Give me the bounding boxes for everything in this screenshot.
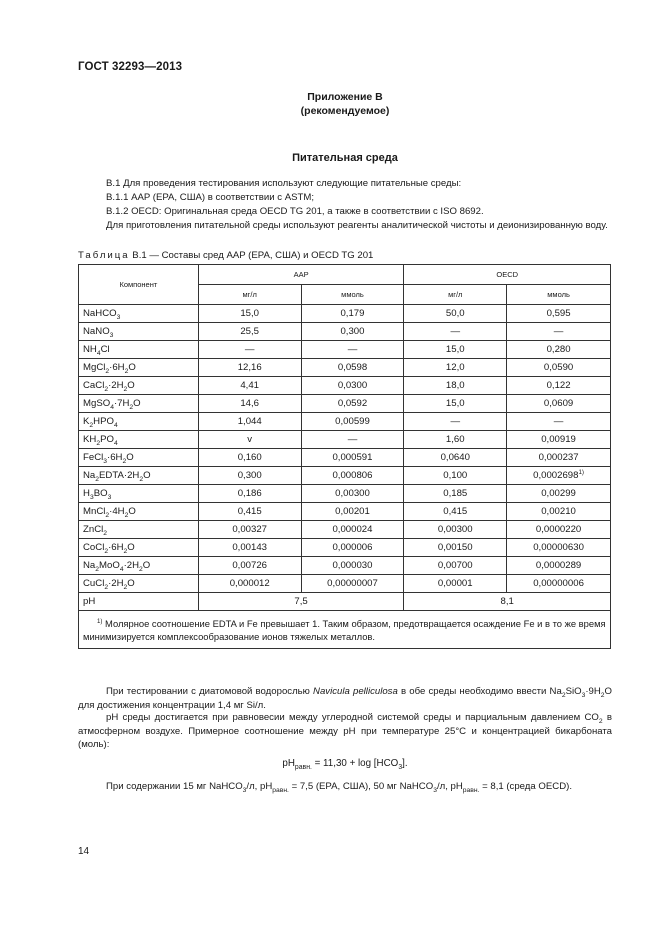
oecd-mmol-cell — [507, 395, 611, 413]
formula-part: O — [127, 542, 135, 553]
table-row — [79, 359, 611, 377]
formula-part: O — [143, 470, 151, 481]
aap-mmol-cell — [301, 467, 404, 485]
cell-value: 0,100 — [443, 470, 468, 481]
oecd-mg-cell — [404, 359, 507, 377]
component-cell — [79, 539, 199, 557]
formula-part: NH — [83, 344, 97, 355]
formula-part: PO — [100, 434, 114, 445]
oecd-mmol-cell — [507, 539, 611, 557]
formula-part: ·2H — [108, 578, 124, 589]
cell-value: 0,0640 — [440, 452, 470, 463]
cell-value: — — [450, 416, 461, 427]
aap-mg-cell — [198, 413, 301, 431]
cell-value: 14,6 — [240, 398, 260, 409]
formula-subscript: 2 — [139, 565, 143, 573]
cell-value: 0,00300 — [437, 524, 473, 535]
formula-subscript: 3 — [89, 493, 94, 501]
component-cell — [79, 521, 199, 539]
formula-part: O — [126, 452, 134, 463]
aap-mmol-cell — [301, 575, 404, 593]
formula-part: ·6H — [107, 452, 123, 463]
component-cell — [79, 503, 199, 521]
formula-part: MoO — [99, 560, 120, 571]
formula-sub-eq: равн. — [294, 763, 312, 771]
diatom-sub-3: 2 — [600, 691, 605, 699]
table-caption-prefix: Таблица — [78, 250, 130, 261]
component-cell — [79, 413, 199, 431]
oecd-mg-cell — [404, 377, 507, 395]
section-title: Питательная среда — [292, 152, 398, 164]
ph-label: pH — [79, 593, 199, 611]
oecd-mg-cell — [404, 305, 507, 323]
cell-value: 1,044 — [237, 416, 262, 427]
cell-value: 0,595 — [546, 308, 571, 319]
oecd-mg-cell — [404, 485, 507, 503]
formula-part: MgCl — [83, 362, 106, 373]
cell-value: — — [347, 434, 358, 445]
co2-sub: 2 — [598, 717, 603, 725]
formula-ph: pH — [282, 758, 295, 769]
component-cell — [79, 449, 199, 467]
component-cell — [79, 431, 199, 449]
aap-mmol-cell — [301, 305, 404, 323]
aap-mg-cell — [198, 449, 301, 467]
header-group-oecd: OECD — [404, 265, 611, 285]
cell-value: 25,5 — [240, 326, 260, 337]
formula-part: ·6H — [108, 542, 124, 553]
diatom-sub-1: 2 — [561, 691, 566, 699]
annex-subtitle: (рекомендуемое) — [300, 105, 390, 117]
cell-value: 0,00919 — [541, 434, 576, 445]
table-row — [79, 503, 611, 521]
aap-mg-cell — [198, 395, 301, 413]
aap-mmol-cell — [301, 521, 404, 539]
table-row — [79, 413, 611, 431]
formula-subscript: 3 — [109, 331, 114, 339]
header-aap-mg: мг/л — [198, 285, 301, 305]
aap-mg-cell — [198, 521, 301, 539]
cell-value: 0,179 — [340, 308, 365, 319]
aap-mg-cell — [198, 539, 301, 557]
oecd-mg-cell — [404, 467, 507, 485]
formula-part: MgSO — [83, 398, 111, 409]
content-text-a: При содержании 15 мг NaHCO — [106, 781, 243, 792]
cell-value: 0,300 — [237, 470, 262, 481]
cell-value: 0,185 — [443, 488, 468, 499]
oecd-mmol-cell — [507, 305, 611, 323]
cell-value: 0,122 — [546, 380, 571, 391]
aap-mmol-cell — [301, 323, 404, 341]
cell-value: 15,0 — [445, 398, 465, 409]
formula-subscript: 2 — [96, 439, 101, 447]
cell-value: 0,00150 — [437, 542, 473, 553]
cell-value: — — [244, 344, 255, 355]
oecd-mmol-cell — [507, 467, 611, 485]
aap-mmol-cell — [301, 449, 404, 467]
formula-subscript: 2 — [123, 385, 128, 393]
cell-value: 0,0002698 — [533, 470, 579, 481]
aap-mmol-cell — [301, 341, 404, 359]
formula-subscript: 2 — [89, 421, 94, 429]
aap-mmol-cell — [301, 377, 404, 395]
cell-value: 0,00726 — [232, 560, 268, 571]
formula-subscript: 2 — [122, 457, 127, 465]
table-row — [79, 575, 611, 593]
cell-value: 0,00000006 — [533, 578, 584, 589]
formula-subscript: 4 — [113, 439, 118, 447]
ph-oecd: 8,1 — [404, 593, 611, 611]
oecd-mg-cell — [404, 539, 507, 557]
content-text-e: = 8,1 (среда OECD). — [479, 781, 572, 792]
cell-value: 0,0598 — [337, 362, 368, 373]
formula-part: K — [83, 416, 90, 427]
cell-value: 0,186 — [237, 488, 262, 499]
aap-mg-cell — [198, 377, 301, 395]
formula-subscript: 2 — [95, 475, 100, 483]
aap-mg-cell — [198, 575, 301, 593]
formula-subscript: 2 — [105, 367, 110, 375]
formula-part: O — [133, 398, 141, 409]
oecd-mg-cell — [404, 323, 507, 341]
oecd-mmol-cell — [507, 557, 611, 575]
cell-value: 0,0000289 — [535, 560, 582, 571]
cell-value: 0,00001 — [437, 578, 473, 589]
table-row — [79, 449, 611, 467]
ph-aap: 7,5 — [198, 593, 404, 611]
formula-part: BO — [93, 488, 108, 499]
oecd-mmol-cell — [507, 431, 611, 449]
formula-part: O — [127, 578, 135, 589]
cell-value: 0,0000220 — [535, 524, 582, 535]
component-cell — [79, 359, 199, 377]
ph-text-b: в атмосферном воздухе. Примерное соотношение между pH при температуре 25°С и концентрацией бикарбоната (моль): — [78, 712, 612, 751]
oecd-mg-cell — [404, 395, 507, 413]
species-name: Navicula pelliculosa — [313, 686, 398, 697]
ph-text-a: pH среды достигается при равновесии между углеродной системой среды и парциальным давлением CO — [106, 712, 599, 723]
formula-part: H — [83, 488, 90, 499]
oecd-mg-cell — [404, 521, 507, 539]
cell-value: — — [553, 416, 564, 427]
formula-part: O — [128, 362, 136, 373]
formula-subscript: 2 — [124, 511, 129, 519]
cell-value: 15,0 — [240, 308, 260, 319]
header-oecd-mmol: ммоль — [507, 285, 611, 305]
cell-value: 0,00700 — [437, 560, 473, 571]
formula-subscript: 2 — [123, 547, 128, 555]
cell-value: 0,00327 — [232, 524, 268, 535]
cell-value: 0,280 — [546, 344, 571, 355]
annex-title: Приложение В — [307, 91, 383, 103]
cell-value: 0,000006 — [332, 542, 373, 553]
ph-row — [79, 593, 611, 611]
cell-value: v — [247, 434, 253, 445]
formula-part: ·4H — [109, 506, 125, 517]
formula-part: ZnCl — [83, 524, 104, 535]
table-row — [79, 467, 611, 485]
header-component: Компонент — [79, 265, 199, 305]
aap-mg-cell — [198, 359, 301, 377]
aap-mg-cell — [198, 485, 301, 503]
footnote-mark: 1) — [97, 617, 103, 625]
cell-value: 12,0 — [445, 362, 465, 373]
formula-part: ·2H — [108, 380, 124, 391]
ph-formula — [78, 758, 612, 769]
table-row — [79, 377, 611, 395]
formula-subscript: 3 — [116, 313, 121, 321]
formula-sub-3: 3 — [398, 763, 403, 771]
formula-part: Na — [83, 560, 96, 571]
aap-mmol-cell — [301, 395, 404, 413]
formula-subscript: 4 — [110, 403, 114, 411]
table-row — [79, 323, 611, 341]
cell-value: 0,000806 — [332, 470, 373, 481]
formula-subscript: 4 — [119, 565, 124, 573]
formula-part: O — [127, 380, 135, 391]
oecd-mg-cell — [404, 341, 507, 359]
aap-mg-cell — [198, 503, 301, 521]
formula-subscript: 2 — [103, 529, 108, 537]
formula-subscript: 2 — [123, 583, 128, 591]
formula-part: ·2H — [123, 560, 140, 571]
cell-value: 15,0 — [445, 344, 465, 355]
oecd-mmol-cell — [507, 521, 611, 539]
content-sub-3: 3 — [433, 786, 437, 794]
formula-part: NaHCO — [83, 308, 117, 319]
oecd-mg-cell — [404, 431, 507, 449]
formula-subscript: 2 — [104, 547, 109, 555]
cell-value: 0,000012 — [229, 578, 270, 589]
media-composition-table — [78, 264, 611, 649]
formula-part: FeCl — [83, 452, 104, 463]
formula-subscript: 2 — [105, 511, 110, 519]
table-header-row — [79, 265, 611, 285]
cell-value: 1,60 — [445, 434, 465, 445]
component-cell — [79, 575, 199, 593]
aap-mmol-cell — [301, 503, 404, 521]
formula-body: = 11,30 + log [HCO — [311, 758, 399, 769]
cell-value: 0,000030 — [332, 560, 373, 571]
component-cell — [79, 341, 199, 359]
diatom-paragraph — [78, 685, 612, 712]
aap-mg-cell — [198, 557, 301, 575]
diatom-text-a: При тестировании с диатомовой водорослью — [106, 686, 314, 697]
formula-subscript: 3 — [103, 457, 108, 465]
cell-value: 0,00210 — [541, 506, 576, 517]
formula-subscript: 2 — [104, 583, 109, 591]
content-text-c: = 7,5 (EPA, США), 50 мг NaHCO — [288, 781, 434, 792]
formula-part: O — [128, 506, 136, 517]
table-footnote — [79, 611, 611, 649]
table-row — [79, 539, 611, 557]
cell-value: 4,41 — [240, 380, 260, 391]
cell-value: 0,160 — [237, 452, 262, 463]
table-row — [79, 341, 611, 359]
table-row — [79, 305, 611, 323]
component-cell — [79, 305, 199, 323]
aap-mmol-cell — [301, 413, 404, 431]
oecd-mg-cell — [404, 413, 507, 431]
formula-subscript: 4 — [96, 349, 101, 357]
diatom-text-b: в обе среды необходимо ввести Na — [397, 686, 562, 697]
cell-value: 0,300 — [340, 326, 365, 337]
oecd-mmol-cell — [507, 503, 611, 521]
cell-value: 0,415 — [443, 506, 468, 517]
footnote-ref: 1) — [578, 468, 585, 476]
formula-part: ·6H — [109, 362, 125, 373]
aap-mg-cell — [198, 305, 301, 323]
table-row — [79, 431, 611, 449]
formula-part: Na — [83, 470, 96, 481]
cell-value: 0,00300 — [335, 488, 370, 499]
cell-value: 0,000237 — [538, 452, 579, 463]
formula-part: O — [142, 560, 151, 571]
content-text-b: /л, pH — [246, 781, 273, 792]
oecd-mmol-cell — [507, 377, 611, 395]
formula-subscript: 3 — [107, 493, 112, 501]
oecd-mmol-cell — [507, 359, 611, 377]
cell-value: 0,000591 — [332, 452, 373, 463]
formula-part: ·7H — [113, 398, 130, 409]
formula-subscript: 2 — [139, 475, 144, 483]
aap-mg-cell — [198, 323, 301, 341]
cell-value: 50,0 — [445, 308, 465, 319]
oecd-mmol-cell — [507, 575, 611, 593]
diatom-text-e: O для достижения концентрации 1,4 мг Si/л. — [78, 686, 612, 711]
aap-mg-cell — [198, 341, 301, 359]
intro-paragraph-1: В.1 Для проведения тестирования используют следующие питательные среды: — [106, 178, 462, 189]
table-row — [79, 395, 611, 413]
oecd-mg-cell — [404, 503, 507, 521]
aap-mmol-cell — [301, 557, 404, 575]
cell-value: 12,16 — [237, 362, 262, 373]
diatom-text-c: SiO — [565, 686, 582, 697]
component-cell — [79, 557, 199, 575]
formula-subscript: 2 — [104, 385, 109, 393]
content-sub-1: 3 — [242, 786, 247, 794]
formula-part: EDTA·2H — [99, 470, 140, 481]
header-oecd-mg: мг/л — [404, 285, 507, 305]
aap-mmol-cell — [301, 431, 404, 449]
cell-value: 18,0 — [445, 380, 465, 391]
table-row — [79, 521, 611, 539]
cell-value: 0,000024 — [332, 524, 373, 535]
cell-value: — — [450, 326, 461, 337]
page-number: 14 — [78, 846, 90, 857]
content-paragraph — [78, 780, 612, 794]
cell-value: 0,00201 — [335, 506, 370, 517]
formula-part: HPO — [93, 416, 114, 427]
cell-value: 0,00000630 — [533, 542, 584, 553]
cell-value: 0,00299 — [541, 488, 576, 499]
diatom-text-d: ·9H — [585, 686, 601, 697]
component-cell — [79, 485, 199, 503]
header-aap-mmol: ммоль — [301, 285, 404, 305]
aap-mg-cell — [198, 431, 301, 449]
intro-paragraph-3: В.1.2 OECD: Оригинальная среда OECD TG 201, а также в соответствии с ISO 8692. — [106, 206, 484, 217]
component-cell — [79, 377, 199, 395]
oecd-mmol-cell — [507, 485, 611, 503]
header-group-aap: AAP — [198, 265, 404, 285]
oecd-mg-cell — [404, 557, 507, 575]
cell-value: 0,0590 — [543, 362, 574, 373]
table-caption — [78, 250, 373, 261]
content-sub-4: равн. — [462, 786, 480, 794]
formula-part: CoCl — [83, 542, 105, 553]
oecd-mg-cell — [404, 575, 507, 593]
content-sub-2: равн. — [272, 786, 289, 794]
cell-value: 0,0609 — [543, 398, 574, 409]
formula-part: KH — [83, 434, 97, 445]
footnote-text: Молярное соотношение EDTA и Fe превышает 1. Таким образом, предотвращается осаждение Fe и в то же время минимизируется комплексообразование ионов тяжелых металлов. — [83, 617, 606, 642]
component-cell — [79, 395, 199, 413]
intro-paragraph-2: В.1.1 AAP (EPA, США) в соответствии с ASTM; — [106, 192, 315, 203]
component-cell — [79, 467, 199, 485]
formula-part: CaCl — [83, 380, 105, 391]
standard-header: ГОСТ 32293—2013 — [78, 61, 183, 73]
oecd-mmol-cell — [507, 341, 611, 359]
formula-subscript: 4 — [113, 421, 118, 429]
aap-mmol-cell — [301, 485, 404, 503]
component-cell — [79, 323, 199, 341]
formula-subscript: 2 — [129, 403, 134, 411]
cell-value: 0,415 — [237, 506, 262, 517]
oecd-mmol-cell — [507, 323, 611, 341]
cell-value: 0,00000007 — [327, 578, 378, 589]
oecd-mmol-cell — [507, 413, 611, 431]
aap-mmol-cell — [301, 359, 404, 377]
content-text-d: /л, pH — [436, 781, 463, 792]
intro-paragraph-4: Для приготовления питательной среды используют реагенты аналитической чистоты и деионизированную воду. — [106, 220, 608, 231]
cell-value: — — [347, 344, 358, 355]
oecd-mmol-cell — [507, 449, 611, 467]
cell-value: 0,00599 — [335, 416, 370, 427]
table-row — [79, 485, 611, 503]
cell-value: — — [553, 326, 564, 337]
oecd-mg-cell — [404, 449, 507, 467]
table-caption-text: В.1 — Составы сред AAP (EPA, США) и OECD TG 201 — [129, 250, 374, 261]
formula-part: MnCl — [83, 506, 106, 517]
formula-subscript: 2 — [95, 565, 100, 573]
cell-value: 0,00143 — [232, 542, 268, 553]
cell-value: 0,0592 — [337, 398, 368, 409]
aap-mg-cell — [198, 467, 301, 485]
aap-mmol-cell — [301, 539, 404, 557]
diatom-sub-2: 3 — [581, 691, 586, 699]
formula-part: CuCl — [83, 578, 105, 589]
ph-paragraph — [78, 711, 612, 752]
footnote-row — [79, 611, 611, 649]
formula-part: Cl — [100, 344, 110, 355]
formula-end: ]. — [402, 758, 408, 769]
formula-subscript: 2 — [124, 367, 129, 375]
table-row — [79, 557, 611, 575]
formula-part: NaNO — [83, 326, 110, 337]
cell-value: 0,0300 — [337, 380, 368, 391]
